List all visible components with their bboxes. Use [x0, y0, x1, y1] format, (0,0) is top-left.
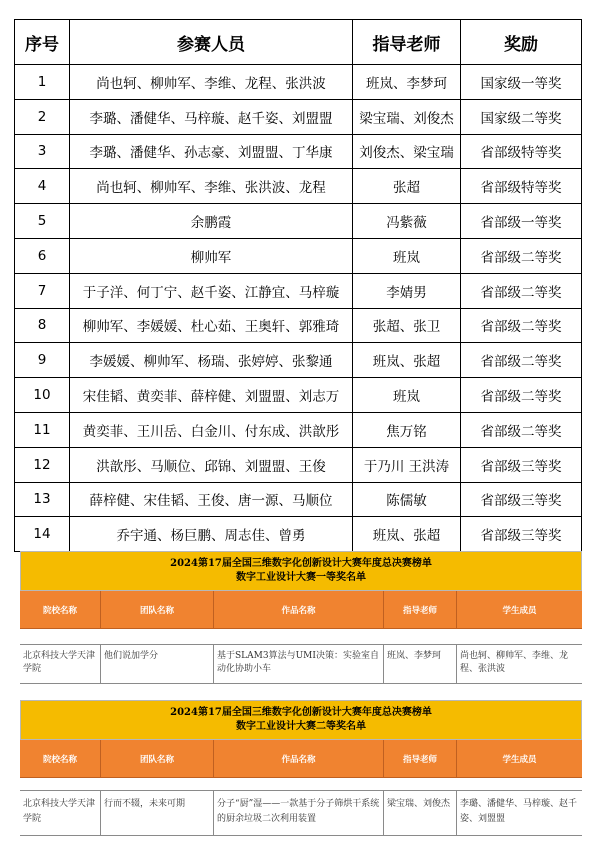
table-row — [15, 238, 582, 273]
cell-seq: 7 — [15, 273, 70, 308]
cell-award: 省部级一等奖 — [461, 204, 582, 239]
sheet-data-row — [20, 790, 582, 836]
cell-school: 北京科技大学天津学院 — [23, 799, 96, 824]
table-row — [15, 447, 582, 482]
cell-seq: 9 — [15, 343, 70, 378]
table-row — [15, 65, 582, 100]
cell-teacher: 李婧男 — [353, 273, 461, 308]
table-header-row — [15, 20, 582, 65]
cell-members: 薛梓健、宋佳韬、王俊、唐一源、马顺位 — [70, 482, 353, 517]
cell-teacher: 冯紫薇 — [353, 204, 461, 239]
cell-teacher: 张超 — [353, 169, 461, 204]
cell-members: 宋佳韬、黄奕菲、薛梓健、刘盟盟、刘志万 — [70, 378, 353, 413]
cell-teacher: 梁宝瑞、刘俊杰 — [383, 791, 456, 835]
cell-members: 尚也轲、柳帅军、李维、龙程、张洪波 — [70, 65, 353, 100]
sheet-header-row — [20, 740, 582, 778]
cell-members: 乔宇通、杨巨鹏、周志佳、曾勇 — [70, 517, 353, 552]
cell-seq: 8 — [15, 308, 70, 343]
table-row — [15, 482, 582, 517]
sheet-header-row — [20, 591, 582, 629]
second-prize-sheet — [20, 700, 582, 840]
cell-seq: 6 — [15, 238, 70, 273]
cell-students: 李璐、潘健华、马梓璇、赵千姿、刘盟盟 — [456, 791, 582, 835]
cell-teacher: 班岚 — [353, 238, 461, 273]
cell-award: 省部级二等奖 — [461, 308, 582, 343]
header-award: 奖励 — [461, 20, 582, 65]
cell-teacher: 班岚、李梦珂 — [353, 65, 461, 100]
cell-award: 省部级三等奖 — [461, 447, 582, 482]
cell-award: 省部级特等奖 — [461, 134, 582, 169]
cell-seq: 4 — [15, 169, 70, 204]
cell-members: 尚也轲、柳帅军、李维、张洪波、龙程 — [70, 169, 353, 204]
col-teacher: 指导老师 — [383, 740, 456, 777]
table-row — [15, 378, 582, 413]
col-school: 院校名称 — [42, 754, 77, 765]
cell-members: 于子洋、何丁宁、赵千姿、江静宜、马梓璇 — [70, 273, 353, 308]
cell-teacher: 梁宝瑞、刘俊杰 — [353, 99, 461, 134]
sheet-title-block — [20, 700, 582, 740]
cell-teacher: 焦万铭 — [353, 412, 461, 447]
cell-seq: 3 — [15, 134, 70, 169]
cell-award: 省部级二等奖 — [461, 238, 582, 273]
col-students: 学生成员 — [456, 740, 582, 777]
header-teacher: 指导老师 — [353, 20, 461, 65]
cell-members: 李璐、潘健华、马梓璇、赵千姿、刘盟盟 — [70, 99, 353, 134]
cell-teacher: 班岚、李梦珂 — [383, 645, 456, 683]
table-row — [15, 412, 582, 447]
header-seq: 序号 — [15, 20, 70, 65]
sheet-data-row — [20, 644, 582, 684]
table-row — [15, 169, 582, 204]
cell-students: 尚也轲、柳帅军、李维、龙程、张洪波 — [456, 645, 582, 683]
award-table — [14, 19, 582, 552]
col-school: 院校名称 — [42, 605, 77, 616]
table-row — [15, 204, 582, 239]
table-row — [15, 273, 582, 308]
cell-members: 柳帅军、李媛媛、杜心茹、王奥轩、郭雅琦 — [70, 308, 353, 343]
cell-work: 分子“厨”湿——一款基于分子筛烘干系统的厨余垃圾二次利用装置 — [213, 791, 383, 835]
cell-members: 李璐、潘健华、孙志豪、刘盟盟、丁华康 — [70, 134, 353, 169]
cell-seq: 1 — [15, 65, 70, 100]
cell-members: 李媛媛、柳帅军、杨瑞、张婷婷、张黎通 — [70, 343, 353, 378]
sheet-subtitle: 数字工业设计大赛二等奖名单 — [236, 721, 366, 732]
cell-award: 省部级二等奖 — [461, 412, 582, 447]
cell-award: 国家级二等奖 — [461, 99, 582, 134]
cell-members: 柳帅军 — [70, 238, 353, 273]
sheet-title-block — [20, 551, 582, 591]
cell-award: 省部级三等奖 — [461, 517, 582, 552]
col-work: 作品名称 — [213, 591, 383, 628]
cell-award: 省部级三等奖 — [461, 482, 582, 517]
cell-seq: 14 — [15, 517, 70, 552]
cell-members: 余鹏霞 — [70, 204, 353, 239]
cell-teacher: 刘俊杰、梁宝瑞 — [353, 134, 461, 169]
cell-members: 洪歆彤、马顺位、邱锦、刘盟盟、王俊 — [70, 447, 353, 482]
cell-award: 省部级二等奖 — [461, 343, 582, 378]
cell-teacher: 班岚 — [353, 378, 461, 413]
cell-award: 省部级二等奖 — [461, 273, 582, 308]
table-row — [15, 517, 582, 552]
col-team: 团队名称 — [100, 591, 213, 628]
table-row — [15, 308, 582, 343]
cell-seq: 13 — [15, 482, 70, 517]
cell-teacher: 班岚、张超 — [353, 517, 461, 552]
cell-seq: 12 — [15, 447, 70, 482]
cell-team: 他们说加学分 — [100, 645, 213, 683]
table-row — [15, 99, 582, 134]
sheet-title: 2024第17届全国三维数字化创新设计大赛年度总决赛榜单 — [170, 558, 432, 569]
cell-team: 行而不辍，未来可期 — [100, 791, 213, 835]
sheet-subtitle: 数字工业设计大赛一等奖名单 — [236, 572, 366, 583]
first-prize-sheet — [20, 551, 582, 691]
cell-award: 省部级特等奖 — [461, 169, 582, 204]
table-row — [15, 134, 582, 169]
cell-seq: 2 — [15, 99, 70, 134]
col-team: 团队名称 — [100, 740, 213, 777]
cell-award: 国家级一等奖 — [461, 65, 582, 100]
col-teacher: 指导老师 — [383, 591, 456, 628]
cell-teacher: 陈儒敏 — [353, 482, 461, 517]
cell-school: 北京科技大学天津学院 — [23, 651, 96, 674]
sheet-title: 2024第17届全国三维数字化创新设计大赛年度总决赛榜单 — [170, 707, 432, 718]
cell-seq: 10 — [15, 378, 70, 413]
cell-teacher: 张超、张卫 — [353, 308, 461, 343]
cell-teacher: 班岚、张超 — [353, 343, 461, 378]
header-members: 参赛人员 — [70, 20, 353, 65]
cell-award: 省部级二等奖 — [461, 378, 582, 413]
cell-seq: 11 — [15, 412, 70, 447]
cell-teacher: 于乃川 王洪涛 — [353, 447, 461, 482]
col-students: 学生成员 — [456, 591, 582, 628]
col-work: 作品名称 — [213, 740, 383, 777]
table-row — [15, 343, 582, 378]
cell-members: 黄奕菲、王川岳、白金川、付东成、洪歆彤 — [70, 412, 353, 447]
cell-work: 基于SLAM3算法与UMI决策：实验室自动化协助小车 — [213, 645, 383, 683]
table-body — [15, 65, 582, 552]
cell-seq: 5 — [15, 204, 70, 239]
